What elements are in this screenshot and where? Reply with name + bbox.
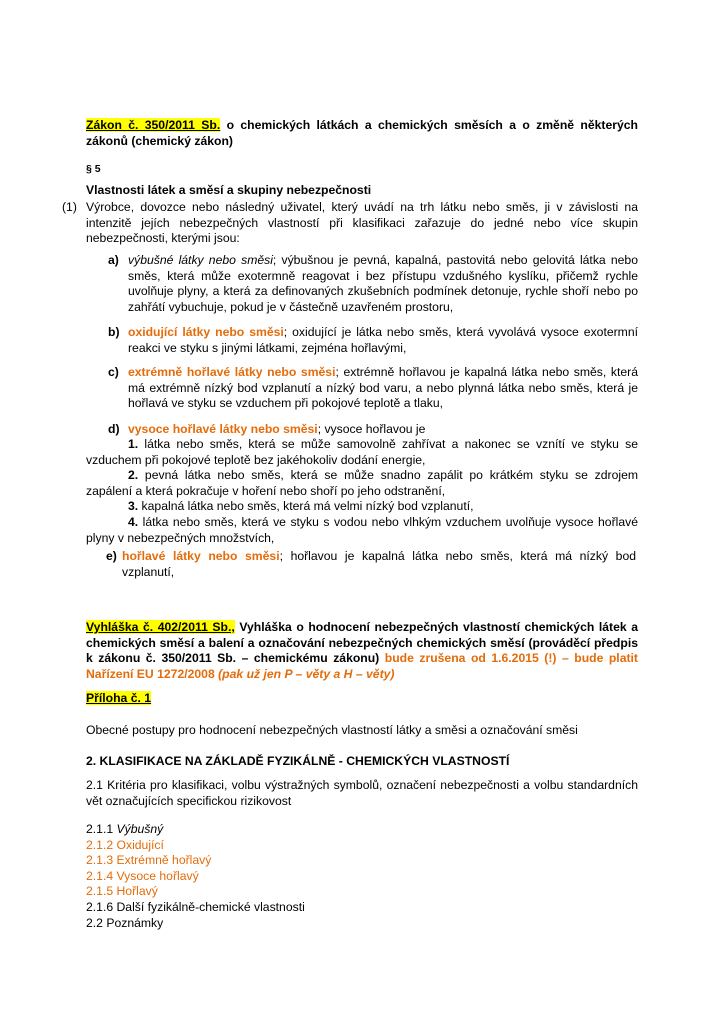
- list-item-d-sub: [86, 437, 638, 546]
- decree-note-italic: (pak už jen P – věty a H – věty): [214, 666, 395, 681]
- toc-item[interactable]: 2.2 Poznámky: [86, 915, 164, 930]
- list-item-e: [106, 549, 636, 580]
- decree-note: bude zrušena od 1.6.2015 (!) – bude platit Nařízení EU 1272/2008: [86, 651, 638, 681]
- list-item-c: [108, 365, 638, 412]
- law-title-text: o chemických látkách a chemických směsích a o změně některých zákonů (chemický zákon): [86, 118, 638, 148]
- item-term: výbušné látky nebo směsi: [128, 253, 273, 267]
- item-text: ; hořlavou je kapalná látka nebo směs, která má nízký bod vzplanutí,: [122, 549, 637, 579]
- section-number: § 5: [86, 163, 101, 175]
- classification-heading: 2. KLASIFIKACE NA ZÁKLADĚ FYZIKÁLNĚ - CHEMICKÝCH VLASTNOSTÍ: [86, 754, 510, 768]
- decree-title: [86, 620, 638, 682]
- section-heading: Vlastnosti látek a směsí a skupiny nebezpečnosti: [86, 183, 372, 197]
- item-text: ; výbušnou je pevná, kapalná, pastovitá nebo gelovitá látka nebo směs, která může exotermně reagovat i bez přístupu vzdušného kyslíku, přičemž rychle uvolňuje plyny, a která za definovaných zkušebních podmínek detonuje, rychle shoří nebo po zahřátí vybuchuje, pokud je v částečně uzavřeném prostoru,: [128, 253, 638, 314]
- paragraph-1: [62, 200, 638, 247]
- item-letter: b): [108, 325, 120, 339]
- toc-item[interactable]: 2.1.1 Výbušný: [86, 822, 164, 836]
- item-letter: d): [108, 422, 120, 436]
- list-item-b: [108, 325, 638, 356]
- item-letter: e): [106, 549, 117, 563]
- item-term: hořlavé látky nebo směsi: [122, 549, 280, 563]
- annex-title[interactable]: Příloha č. 1: [86, 691, 152, 705]
- item-term: extrémně hořlavé látky nebo směsi: [128, 365, 336, 379]
- toc-item[interactable]: 2.1.3 Extrémně hořlavý: [86, 853, 212, 868]
- criteria-text: 2.1 Kritéria pro klasifikaci, volbu výstražných symbolů, označení nebezpečnosti a volbu standardních vět označujících specifickou rizikovost: [86, 778, 638, 808]
- sub-item-4: 4. látka nebo směs, která ve styku s vodou nebo vlhkým vzduchem uvolňuje vysoce hořlavé plyny v nebezpečných množstvích,: [86, 514, 638, 545]
- toc-item[interactable]: 2.1.2 Oxidující: [86, 837, 164, 852]
- toc-item[interactable]: 2.1.5 Hořlavý: [86, 884, 158, 899]
- toc-list: [86, 822, 638, 931]
- sub-item-2: 2. pevná látka nebo směs, která se může snadno zapálit po krátkém styku se zdrojem zapálení a která pokračuje v hoření nebo shoří po jeho odstranění,: [86, 468, 638, 498]
- item-text: ; extrémně hořlavou je kapalná látka nebo směs, která má extrémně nízký bod vzplanutí a nízký bod varu, a nebo plynná látka nebo směs, která je hořlavá ve styku se vzduchem při pokojové teplotě a tlaku,: [128, 365, 638, 411]
- item-letter: a): [108, 253, 119, 267]
- item-text: ; vysoce hořlavou je: [317, 422, 426, 436]
- list-item-a: [108, 253, 638, 315]
- law-title: [86, 118, 638, 149]
- item-term: vysoce hořlavé látky nebo směsi: [128, 422, 318, 436]
- sub-item-3: 3. kapalná látka nebo směs, která má velmi nízký bod vzplanutí,: [128, 499, 474, 514]
- law-reference[interactable]: Zákon č. 350/2011 Sb.: [86, 118, 221, 132]
- general-procedures-text: Obecné postupy pro hodnocení nebezpečných vlastností látky a směsi a označování směsi: [86, 723, 578, 737]
- toc-item[interactable]: 2.1.6 Další fyzikálně-chemické vlastnosti: [86, 899, 305, 914]
- sub-item-1: 1. látka nebo směs, která se může samovolně zahřívat a nakonec se vznítí ve styku se vzduchem při pokojové teplotě bez jakéhokoliv dodání energie,: [86, 437, 638, 467]
- toc-item[interactable]: 2.1.4 Vysoce hořlavý: [86, 868, 199, 883]
- decree-title-text: Vyhláška o hodnocení nebezpečných vlastností chemických látek a chemických směsí a balení a označování nebezpečných chemických směsí (prováděcí předpis k zákonu č. 350/2011 Sb. – chemickému zákonu): [86, 620, 638, 666]
- paragraph-1-text: Výrobce, dovozce nebo následný uživatel, který uvádí na trh látku nebo směs, ji v závislosti na intenzitě jejích nebezpečných vlastností při klasifikaci zařazuje do jedné nebo více skupin nebezpečnosti, kterými jsou:: [86, 200, 638, 246]
- decree-reference[interactable]: Vyhláška č. 402/2011 Sb.,: [86, 620, 235, 634]
- item-term: oxidující látky nebo směsi: [128, 325, 284, 339]
- paragraph-number: (1): [62, 200, 77, 214]
- item-letter: c): [108, 365, 119, 379]
- item-text: ; oxidující je látka nebo směs, která vyvolává vysoce exotermní reakci ve styku s jinými látkami, zejména hořlavými,: [128, 325, 638, 355]
- list-item-d: [108, 422, 638, 438]
